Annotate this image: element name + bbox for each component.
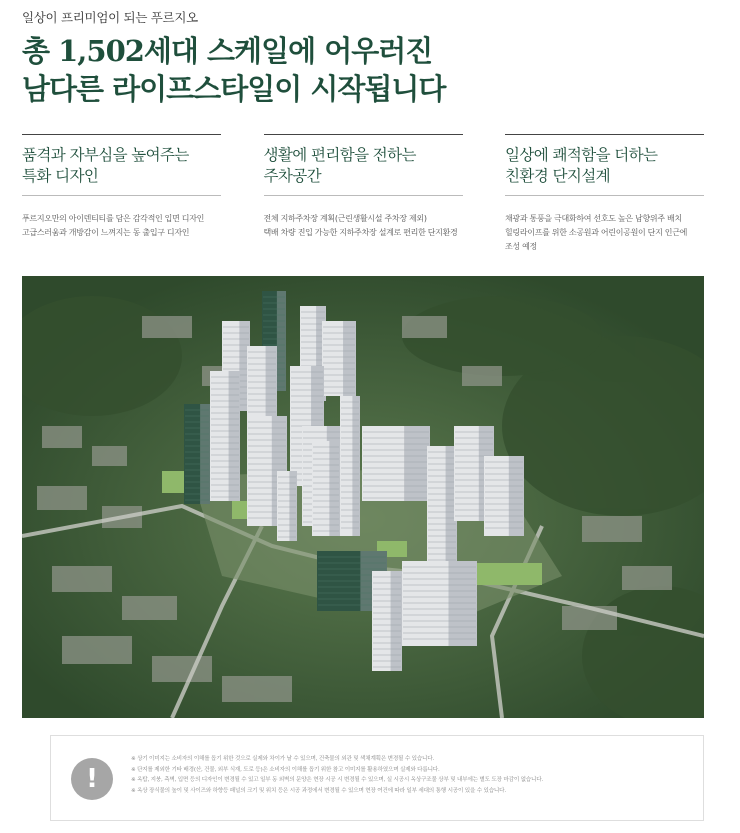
feature-description (264, 212, 463, 240)
feature-desc-line-2: 택배 차량 진입 가능한 지하주차장 설계로 편리한 단지환경 (263, 228, 458, 237)
feature-title (264, 145, 463, 187)
feature-desc-line-1: 전체 지하주차장 계획(근린생활시설 주차장 제외) (263, 214, 427, 223)
feature-title (505, 145, 704, 187)
feature-title-line-2: 친환경 단지설계 (505, 167, 610, 185)
feature-description (22, 212, 221, 240)
feature-design (22, 134, 221, 254)
feature-desc-line-1: 채광과 통풍을 극대화하여 선호도 높은 남향위주 배치 (505, 214, 682, 223)
tower-shade (329, 441, 340, 536)
feature-top-rule (22, 134, 221, 135)
eyebrow-text: 일상이 프리미엄이 되는 푸르지오 (22, 10, 198, 25)
tower-shade (200, 404, 210, 504)
feature-title-line-1: 품격과 자부심을 높여주는 (22, 146, 189, 164)
page-headline (22, 32, 445, 108)
feature-title (22, 145, 221, 187)
tower-shade (391, 571, 402, 671)
aerial-illustration (22, 276, 704, 718)
disclaimer-box (50, 735, 704, 821)
feature-desc-line-3: 조성 예정 (505, 242, 537, 251)
tower-shade (352, 396, 360, 536)
disclaimer-line: ※ 상기 이미지는 소비자의 이해를 돕기 위한 것으로 실제와 차이가 날 수 있으며, 건축물의 외관 및 색채계획은 변경될 수 있습니다. (131, 756, 435, 762)
feature-divider (264, 195, 463, 196)
tower-shade (343, 321, 356, 396)
disclaimer-line: ※ 옥상 장식물의 높이 및 사이즈와 하향등 패널의 크기 및 위치 등은 시공 과정에서 변경될 수 있으며 현장 여건에 따라 일부 세대의 통행 시공이 있을 수 있습니다. (131, 787, 506, 794)
aerial-complex-image (22, 276, 704, 718)
headline-line-2: 남다른 라이프스타일이 시작됩니다 (22, 72, 446, 106)
feature-divider (22, 195, 221, 196)
feature-columns (22, 134, 704, 254)
feature-title-line-2: 주차공간 (263, 167, 321, 185)
feature-desc-line-1: 푸르지오만의 아이덴티티를 담은 감각적인 입면 디자인 (22, 214, 205, 223)
feature-desc-line-2: 힐링라이프를 위한 소공원과 어린이공원이 단지 인근에 (505, 228, 688, 237)
feature-parking (264, 134, 463, 254)
tower-shade (404, 426, 430, 501)
disclaimer-line: ※ 단지를 제외한 기타 배경(산, 건물, 외부 식재, 도로 등)은 소비자의 이해를 돕기 위한 참고 이미지를 활용하였으며 실제와 다릅니다. (131, 766, 440, 773)
feature-title-line-2: 특화 디자인 (22, 167, 99, 185)
disclaimer-list (131, 754, 543, 796)
disclaimer-line: ※ 옥탑, 지붕, 측벽, 입면 등의 디자인이 변경될 수 있고 일부 동 외벽의 문양은 현장 시공 시 변경될 수 있으며, 실 시공시 옥상구조물 상부 및 내부에는 별도 도장 마감이 없습니다. (131, 777, 543, 783)
feature-title-line-1: 일상에 쾌적함을 더하는 (505, 146, 658, 164)
feature-desc-line-2: 고급스러움과 개방감이 느껴지는 동 출입구 디자인 (22, 228, 190, 237)
feature-description (505, 212, 704, 254)
exclamation-icon: ! (71, 758, 113, 800)
feature-divider (505, 195, 704, 196)
tower-shade (277, 291, 286, 391)
feature-top-rule (505, 134, 704, 135)
feature-eco (505, 134, 704, 254)
headline-line-1: 총 1,502세대 스케일에 어우러진 (22, 34, 433, 68)
feature-title-line-1: 생활에 편리함을 전하는 (263, 146, 416, 164)
feature-top-rule (264, 134, 463, 135)
tower-shade (229, 371, 240, 501)
tower-shade (289, 471, 297, 541)
